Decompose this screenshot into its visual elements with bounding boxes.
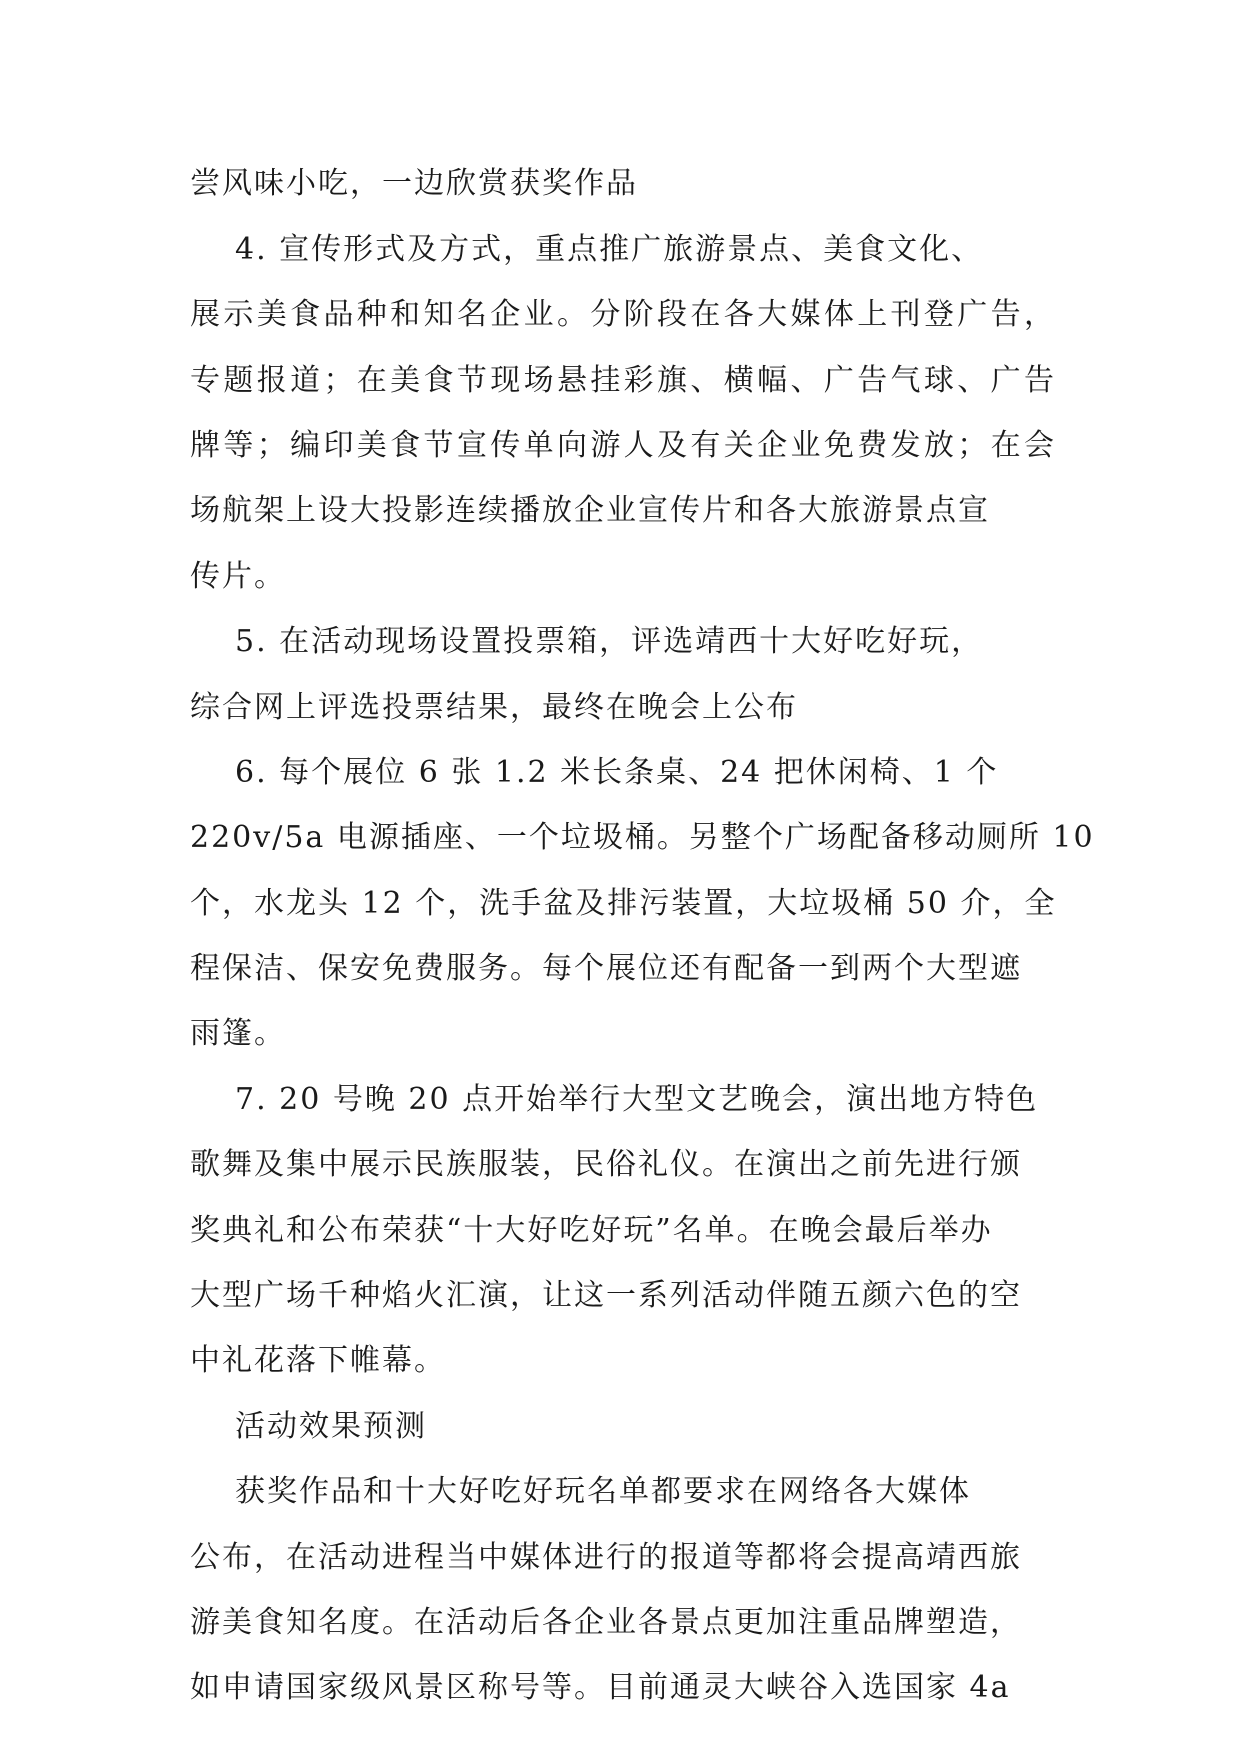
paragraph-5-start: 5. 在活动现场设置投票箱，评选靖西十大好吃好玩， bbox=[235, 624, 984, 659]
text-line: 大型广场千种焰火汇演，让这一系列活动伴随五颜六色的空 bbox=[190, 1278, 1022, 1313]
text-line: 220v/5a 电源插座、一个垃圾桶。另整个广场配备移动厕所 10 bbox=[190, 820, 1095, 855]
text-line: 综合网上评选投票结果，最终在晚会上公布 bbox=[190, 690, 798, 725]
section-heading: 活动效果预测 bbox=[235, 1409, 427, 1444]
text-line: 如申请国家级风景区称号等。目前通灵大峡谷入选国家 4a bbox=[190, 1670, 1011, 1705]
paragraph-4-start: 4. 宣传形式及方式，重点推广旅游景点、美食文化、 bbox=[235, 232, 984, 267]
text-line: 雨篷。 bbox=[190, 1016, 286, 1051]
text-line: 奖典礼和公布荣获“十大好吃好玩”名单。在晚会最后举办 bbox=[190, 1213, 993, 1248]
paragraph-effect-start: 获奖作品和十大好吃好玩名单都要求在网络各大媒体 bbox=[235, 1474, 971, 1509]
text-line: 专题报道；在美食节现场悬挂彩旗、横幅、广告气球、广告 bbox=[190, 363, 1056, 398]
text-line: 程保洁、保安免费服务。每个展位还有配备一到两个大型遮 bbox=[190, 951, 1022, 986]
text-line: 场航架上设大投影连续播放企业宣传片和各大旅游景点宣 bbox=[190, 493, 990, 528]
paragraph-7-start: 7. 20 号晚 20 点开始举行大型文艺晚会，演出地方特色 bbox=[235, 1082, 1039, 1117]
paragraph-6-start: 6. 每个展位 6 张 1.2 米长条桌、24 把休闲椅、1 个 bbox=[235, 755, 999, 790]
text-line: 公布，在活动进程当中媒体进行的报道等都将会提高靖西旅 bbox=[190, 1540, 1022, 1575]
text-line: 游美食知名度。在活动后各企业各景点更加注重品牌塑造， bbox=[190, 1605, 1022, 1640]
text-line: 牌等；编印美食节宣传单向游人及有关企业免费发放；在会 bbox=[190, 428, 1056, 463]
text-line: 个，水龙头 12 个，洗手盆及排污装置，大垃圾桶 50 介，全 bbox=[190, 886, 1057, 921]
text-line: 传片。 bbox=[190, 559, 286, 594]
text-line: 中礼花落下帷幕。 bbox=[190, 1343, 446, 1378]
text-line: 尝风味小吃，一边欣赏获奖作品 bbox=[190, 166, 638, 201]
text-line: 歌舞及集中展示民族服装，民俗礼仪。在演出之前先进行颁 bbox=[190, 1147, 1022, 1182]
text-line: 展示美食品种和知名企业。分阶段在各大媒体上刊登广告， bbox=[190, 297, 1056, 332]
